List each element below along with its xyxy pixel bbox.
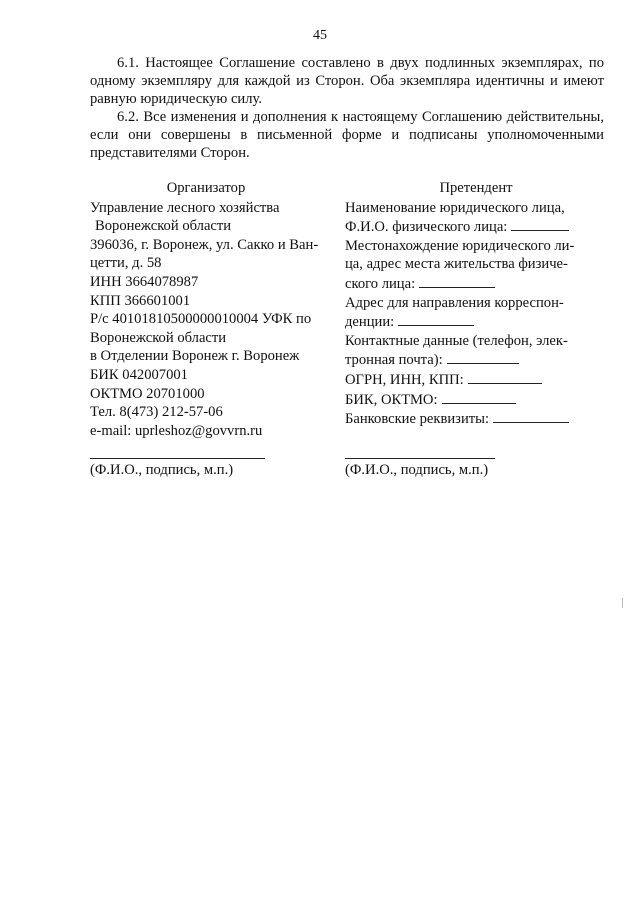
paragraph-6-2: 6.2. Все изменения и дополнения к настоящему Соглашению действительны, если они совершены в письменной форме и подписаны уполномоченными представителями Сторон.: [90, 109, 604, 161]
blank-field: [398, 312, 474, 326]
applicant-signature-caption: (Ф.И.О., подпись, м.п.): [345, 462, 489, 478]
applicant-line: Местонахождение юридического ли-: [345, 237, 575, 254]
organizer-line: БИК 042007001: [90, 366, 188, 383]
applicant-label: тронная почта):: [345, 352, 443, 369]
paragraph-6-1: 6.1. Настоящее Соглашение составлено в двух подлинных экземплярах, по одному экземпляру для каждой из Сторон. Оба экземпляра идентичны и имеют равную юридическую силу.: [90, 55, 604, 107]
applicant-line-with-field: [345, 390, 607, 410]
scan-edge-mark: [622, 598, 623, 608]
organizer-signature-line: [90, 458, 265, 459]
blank-field: [442, 390, 516, 404]
applicant-line-with-field: [345, 217, 607, 237]
applicant-line-with-field: [345, 370, 607, 390]
organizer-line: КПП 366601001: [90, 292, 191, 309]
applicant-title: Претендент: [439, 180, 513, 196]
applicant-line-with-field: [345, 312, 607, 332]
organizer-email: e-mail: uprleshoz@govvrn.ru: [90, 422, 263, 439]
organizer-line: в Отделении Воронеж г. Воронеж: [90, 348, 300, 365]
organizer-line: ОКТМО 20701000: [90, 385, 205, 402]
organizer-line: Воронежской области: [90, 329, 227, 346]
blank-field: [468, 370, 542, 384]
applicant-line-with-field: [345, 409, 607, 429]
applicant-line: Адрес для направления корреспон-: [345, 294, 564, 311]
organizer-title: Организатор: [166, 180, 246, 196]
organizer-line: Тел. 8(473) 212-57-06: [90, 404, 223, 421]
applicant-label: Ф.И.О. физического лица:: [345, 219, 508, 236]
applicant-line-with-field: [345, 350, 607, 370]
organizer-line: Управление лесного хозяйства: [90, 199, 280, 216]
applicant-line-with-field: [345, 274, 607, 294]
applicant-line: ца, адрес места жительства физиче-: [345, 256, 568, 273]
organizer-line: цетти, д. 58: [90, 255, 162, 272]
blank-field: [419, 274, 495, 288]
blank-field: [447, 350, 519, 364]
blank-field: [493, 409, 569, 423]
applicant-label: БИК, ОКТМО:: [345, 391, 438, 408]
applicant-label: Банковские реквизиты:: [345, 411, 489, 428]
applicant-label: денции:: [345, 314, 395, 331]
applicant-label: ского лица:: [345, 275, 416, 292]
organizer-line: 396036, г. Воронеж, ул. Сакко и Ван-: [90, 236, 319, 253]
organizer-line: Воронежской области: [95, 218, 232, 235]
applicant-line: Контактные данные (телефон, элек-: [345, 332, 568, 349]
applicant-block: [345, 179, 607, 429]
applicant-label: ОГРН, ИНН, КПП:: [345, 371, 464, 388]
organizer-signature-caption: (Ф.И.О., подпись, м.п.): [90, 462, 234, 478]
applicant-signature-line: [345, 458, 495, 459]
organizer-line: ИНН 3664078987: [90, 273, 199, 290]
blank-field: [511, 217, 569, 231]
page-number: 45: [313, 28, 327, 43]
applicant-line: Наименование юридического лица,: [345, 199, 565, 216]
organizer-block: [90, 179, 322, 440]
organizer-line: Р/с 40101810500000010004 УФК по: [90, 311, 312, 328]
